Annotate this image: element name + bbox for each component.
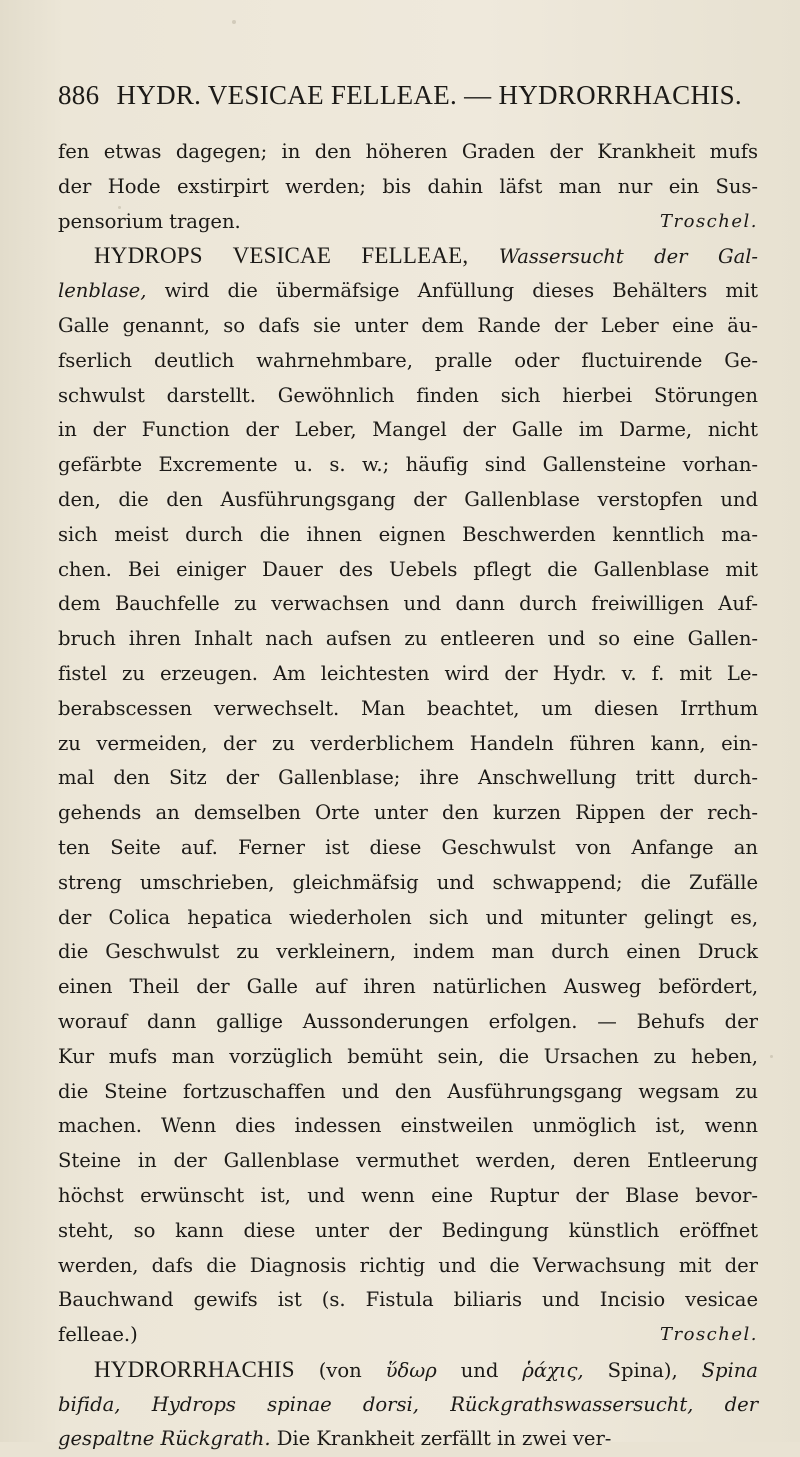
page-number: 886 xyxy=(58,80,100,110)
text-line: werden, dafs die Diagnosis richtig und die Verwachsung mit der xyxy=(58,1253,758,1277)
text-line: in der Function der Leber, Mangel der Galle im Darme, nicht xyxy=(58,418,758,442)
text-line: streng umschrieben, gleichmäfsig und schwappend; die Zufälle xyxy=(58,870,758,894)
text-line: chen. Bei einiger Dauer des Uebels pflegt die Gallenblase mit xyxy=(58,557,758,581)
text-line: schwulst darstellt. Gewöhnlich finden sich hierbei Störungen xyxy=(58,383,758,407)
text-line: Galle genannt, so dafs sie unter dem Rande der Leber eine äu- xyxy=(58,313,758,337)
lemma-translation: Wassersucht der Gal- xyxy=(498,245,759,269)
text-line: mal den Sitz der Gallenblase; ihre Anschwellung tritt durch- xyxy=(58,766,758,790)
text-segment: Die Krankheit zerfällt in zwei ver- xyxy=(276,1427,612,1451)
entry-lemma: HYDRORRHACHIS xyxy=(94,1356,295,1382)
text-segment: felleae.) xyxy=(58,1323,138,1347)
text-line: die Geschwulst zu verkleinern, indem man durch einen Druck xyxy=(58,940,758,964)
text-line xyxy=(58,1318,758,1353)
text-line: fen etwas dagegen; in den höheren Graden der Krankheit mufs xyxy=(58,140,758,163)
text-segment: Rückgrathswassersucht, xyxy=(450,1392,694,1416)
text-segment: und xyxy=(460,1358,499,1382)
entry-lemma: HYDROPS VESICAE FELLEAE, xyxy=(94,243,469,269)
author-signature: Troschel. xyxy=(660,210,758,232)
text-line: sich meist durch die ihnen eignen Beschwerden kenntlich ma- xyxy=(58,522,758,546)
text-line: steht, so kann diese unter der Bedingung künstlich eröffnet xyxy=(58,1218,758,1242)
text-line: bruch ihren Inhalt nach aufsen zu entleeren und so eine Gallen- xyxy=(58,627,758,651)
text-line: berabscessen verwechselt. Man beachtet, um diesen Irrthum xyxy=(58,696,758,720)
text-segment: Spina xyxy=(701,1358,758,1382)
text-line xyxy=(58,239,758,274)
running-head xyxy=(58,80,742,111)
text-line: Bauchwand gewifs ist (s. Fistula biliaris und Incisio vesicae xyxy=(58,1288,758,1312)
text-line xyxy=(58,205,758,240)
text-segment: Hydrops spinae dorsi, xyxy=(151,1392,419,1416)
author-signature: Troschel. xyxy=(660,1324,758,1346)
text-line: ten Seite auf. Ferner ist diese Geschwulst von Anfange an xyxy=(58,835,758,859)
text-line xyxy=(58,1388,758,1423)
text-line: die Steine fortzuschaffen und den Ausführungsgang wegsam zu xyxy=(58,1079,758,1103)
text-line: fistel zu erzeugen. Am leichtesten wird der Hydr. v. f. mit Le- xyxy=(58,661,758,685)
text-line: den, die den Ausführungsgang der Gallenblase verstopfen und xyxy=(58,487,758,511)
text-line xyxy=(58,1353,758,1388)
text-line xyxy=(58,274,758,309)
body-text xyxy=(58,135,758,1457)
greek-word: ὕδωρ xyxy=(385,1358,437,1382)
text-line: zu vermeiden, der zu verderblichem Handeln führen kann, ein- xyxy=(58,731,758,755)
paper-speck xyxy=(232,20,236,24)
running-title: HYDR. VESICAE FELLEAE. — HYDRORRHACHIS. xyxy=(116,80,742,110)
text-line: fserlich deutlich wahrnehmbare, pralle oder fluctuirende Ge- xyxy=(58,348,758,372)
greek-word: ῥάχις, xyxy=(522,1358,584,1382)
text-line: machen. Wenn dies indessen einstweilen unmöglich ist, wenn xyxy=(58,1114,758,1138)
text-line: höchst erwünscht ist, und wenn eine Ruptur der Blase bevor- xyxy=(58,1183,758,1207)
text-line: der Colica hepatica wiederholen sich und mitunter gelingt es, xyxy=(58,905,758,929)
text-segment: gespaltne Rückgrath. xyxy=(58,1427,271,1451)
text-line: Steine in der Gallenblase vermuthet werden, deren Entleerung xyxy=(58,1149,758,1173)
text-segment: wird die übermäfsige Anfüllung dieses Behälters mit xyxy=(164,279,758,303)
paper-speck xyxy=(770,1055,773,1058)
text-segment: (von xyxy=(318,1358,362,1382)
text-line: gehends an demselben Orte unter den kurzen Rippen der rech- xyxy=(58,801,758,825)
text-segment: pensorium tragen. xyxy=(58,209,241,233)
text-line: einen Theil der Galle auf ihren natürlichen Ausweg befördert, xyxy=(58,975,758,999)
text-line: Kur mufs man vorzüglich bemüht sein, die Ursachen zu heben, xyxy=(58,1044,758,1068)
text-segment: bifida, xyxy=(58,1392,121,1416)
text-segment: lenblase, xyxy=(58,279,147,303)
text-line: dem Bauchfelle zu verwachsen und dann durch freiwilligen Auf- xyxy=(58,592,758,616)
text-line xyxy=(58,1422,758,1457)
text-line: gefärbte Excremente u. s. w.; häufig sind Gallensteine vorhan- xyxy=(58,453,758,477)
text-line: der Hode exstirpirt werden; bis dahin läfst man nur ein Sus- xyxy=(58,174,758,198)
text-segment: der xyxy=(724,1392,759,1416)
text-segment: Spina), xyxy=(607,1358,678,1382)
text-line: worauf dann gallige Aussonderungen erfolgen. — Behufs der xyxy=(58,1009,758,1033)
